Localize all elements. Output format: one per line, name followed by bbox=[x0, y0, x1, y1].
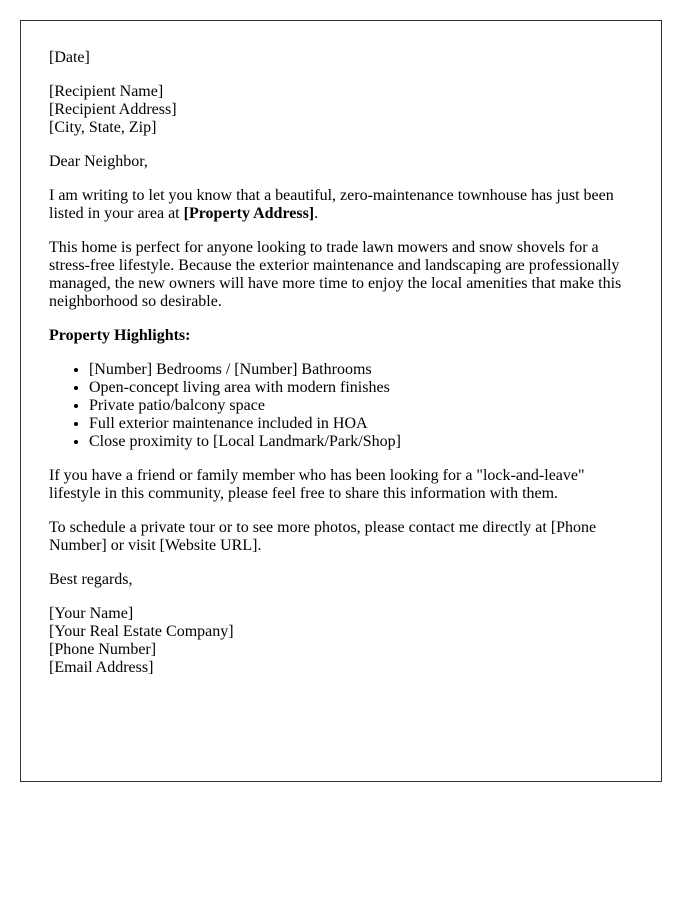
recipient-address: [Recipient Address] bbox=[49, 101, 177, 118]
signature-name: [Your Name] bbox=[49, 605, 134, 622]
list-item: • Open-concept living area with modern finishes bbox=[89, 379, 633, 397]
highlights-heading bbox=[49, 327, 633, 345]
contact-paragraph: To schedule a private tour or to see more photos, please contact me directly at [Phone Number] or visit [Website URL]. bbox=[49, 519, 597, 554]
signature-email: [Email Address] bbox=[49, 659, 154, 676]
list-item: • Private patio/balcony space bbox=[89, 397, 633, 415]
highlights-list bbox=[49, 361, 633, 451]
signature-block bbox=[49, 605, 633, 677]
recipient-name: [Recipient Name] bbox=[49, 83, 164, 100]
intro-text: I am writing to let you know that a beautiful, zero-maintenance townhouse has just been listed in your area at bbox=[49, 187, 614, 222]
highlights-heading-text: Property Highlights: bbox=[49, 327, 191, 344]
closing: Best regards, bbox=[49, 571, 133, 588]
letter-date: [Date] bbox=[49, 49, 90, 66]
intro-paragraph bbox=[49, 187, 633, 223]
signature-phone: [Phone Number] bbox=[49, 641, 157, 658]
recipient-city-state-zip: [City, State, Zip] bbox=[49, 119, 157, 136]
letter-page bbox=[20, 20, 662, 782]
benefits-paragraph: This home is perfect for anyone looking to trade lawn mowers and snow shovels for a stress-free lifestyle. Because the exterior maintenance and landscaping are professionally managed, the new owners will have more time to enjoy the local amenities that make this neighborhood so desirable. bbox=[49, 239, 622, 310]
referral-paragraph: If you have a friend or family member who has been looking for a "lock-and-leave" lifestyle in this community, please feel free to share this information with them. bbox=[49, 467, 585, 502]
intro-period: . bbox=[314, 205, 319, 222]
recipient-block bbox=[49, 83, 633, 137]
list-item: • [Number] Bedrooms / [Number] Bathrooms bbox=[89, 361, 633, 379]
list-item: • Full exterior maintenance included in HOA bbox=[89, 415, 633, 433]
signature-company: [Your Real Estate Company] bbox=[49, 623, 234, 640]
list-item: • Close proximity to [Local Landmark/Park/Shop] bbox=[89, 433, 633, 451]
salutation: Dear Neighbor, bbox=[49, 153, 148, 170]
property-address: [Property Address] bbox=[183, 205, 315, 222]
